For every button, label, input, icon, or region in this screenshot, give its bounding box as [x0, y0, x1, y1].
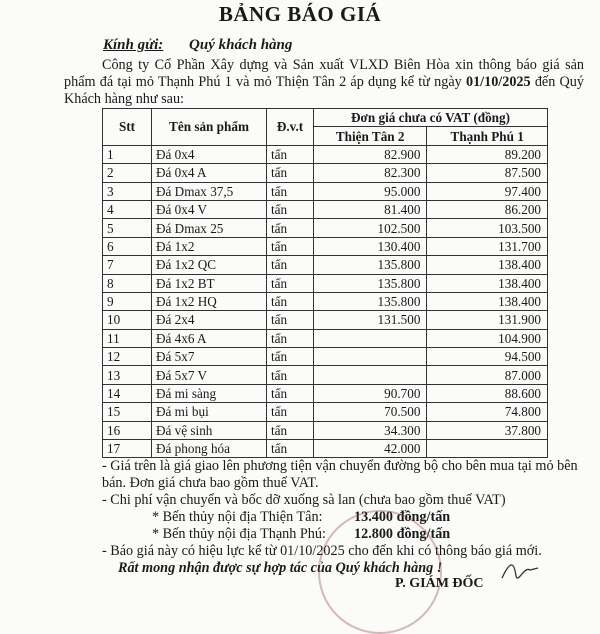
shipping-value-thien-tan: 13.400 đồng/tấn: [354, 509, 451, 525]
intro-paragraph: [64, 57, 584, 108]
cell-unit: tấn: [267, 219, 314, 237]
cell-price-thanh-phu: 86.200: [427, 200, 548, 218]
cell-stt: 10: [103, 311, 152, 329]
company-stamp: [318, 510, 442, 634]
recipient-value: Quý khách hàng: [189, 37, 293, 53]
table-row: [103, 292, 548, 310]
recipient-label: Kính gửi:: [103, 37, 164, 53]
table-row: [103, 237, 548, 255]
cell-price-thanh-phu: 131.700: [427, 237, 548, 255]
cell-product-name: Đá 0x4 A: [152, 164, 267, 182]
cell-price-thanh-phu: 131.900: [427, 311, 548, 329]
cell-unit: tấn: [267, 274, 314, 292]
header-price-group: Đơn giá chưa có VAT (đồng): [314, 109, 548, 127]
cell-stt: 6: [103, 237, 152, 255]
header-thanh-phu: Thạnh Phú 1: [427, 127, 548, 145]
cell-price-thien-tan: 42.000: [314, 440, 427, 458]
note-validity: - Báo giá này có hiệu lực kể từ 01/10/2025 cho đến khi có thông báo giá mới.: [102, 543, 542, 559]
header-product-name: Tên sản phẩm: [152, 109, 267, 146]
effective-date: 01/10/2025: [465, 74, 531, 90]
cell-stt: 15: [103, 403, 152, 421]
cell-product-name: Đá Dmax 37,5: [152, 182, 267, 200]
cell-price-thien-tan: 135.800: [314, 274, 427, 292]
cell-price-thanh-phu: 138.400: [427, 256, 548, 274]
shipping-line-thien-tan: [64, 509, 584, 526]
cell-unit: tấn: [267, 440, 314, 458]
cell-stt: 16: [103, 421, 152, 439]
cell-product-name: Đá vệ sinh: [152, 421, 267, 439]
cell-product-name: Đá 5x7 V: [152, 366, 267, 384]
cell-price-thien-tan: [314, 329, 427, 347]
cell-price-thien-tan: 135.800: [314, 256, 427, 274]
table-row: [103, 311, 548, 329]
cell-product-name: Đá 2x4: [152, 311, 267, 329]
cell-unit: tấn: [267, 403, 314, 421]
cell-price-thien-tan: 34.300: [314, 421, 427, 439]
cell-stt: 14: [103, 384, 152, 402]
cell-price-thanh-phu: 138.400: [427, 292, 548, 310]
cell-stt: 11: [103, 329, 152, 347]
cell-unit: tấn: [267, 200, 314, 218]
table-row: [103, 348, 548, 366]
cell-product-name: Đá 1x2 HQ: [152, 292, 267, 310]
table-row: [103, 256, 548, 274]
cell-price-thien-tan: [314, 366, 427, 384]
cell-price-thien-tan: 102.500: [314, 219, 427, 237]
table-row: [103, 274, 548, 292]
cell-unit: tấn: [267, 292, 314, 310]
intro-tail: đến Quý Khách hàng như sau:: [64, 74, 584, 107]
cell-price-thien-tan: 95.000: [314, 182, 427, 200]
table-row: [103, 366, 548, 384]
cell-product-name: Đá phong hóa: [152, 440, 267, 458]
shipping-line-thanh-phu: [64, 526, 584, 543]
cell-unit: tấn: [267, 256, 314, 274]
cell-product-name: Đá 1x2 BT: [152, 274, 267, 292]
price-table: [102, 108, 548, 458]
table-row: [103, 329, 548, 347]
cell-product-name: Đá 4x6 A: [152, 329, 267, 347]
recipient-line: [103, 37, 292, 54]
cell-unit: tấn: [267, 421, 314, 439]
cell-price-thien-tan: 82.900: [314, 145, 427, 163]
note-shipping-cost: - Chi phí vận chuyển và bốc dỡ xuống sà lan (chưa bao gồm thuế VAT): [102, 492, 506, 508]
table-row: [103, 164, 548, 182]
shipping-label-thien-tan: * Bến thủy nội địa Thiện Tân:: [152, 509, 323, 525]
cell-product-name: Đá 5x7: [152, 348, 267, 366]
cell-price-thanh-phu: 94.500: [427, 348, 548, 366]
table-row: [103, 421, 548, 439]
cell-stt: 12: [103, 348, 152, 366]
cell-product-name: Đá 0x4: [152, 145, 267, 163]
cell-stt: 17: [103, 440, 152, 458]
cell-price-thien-tan: 70.500: [314, 403, 427, 421]
intro-text: Công ty Cổ Phần Xây dựng và Sản xuất VLXD Biên Hòa xin thông báo giá sản phẩm đá tại mỏ Thạnh Phú 1 và mỏ Thiện Tân 2 áp dụng kể từ ngày: [64, 57, 584, 90]
cell-unit: tấn: [267, 329, 314, 347]
table-row: [103, 200, 548, 218]
cell-price-thien-tan: 82.300: [314, 164, 427, 182]
note-delivery: - Giá trên là giá giao lên phương tiện vận chuyển đường bộ cho bên mua tại mỏ bên bán. Đơn giá chưa bao gồm thuế VAT.: [102, 458, 578, 491]
shipping-value-thanh-phu: 12.800 đồng/tấn: [354, 526, 451, 542]
cell-unit: tấn: [267, 145, 314, 163]
table-row: [103, 440, 548, 458]
price-table-body: [103, 145, 548, 458]
cell-stt: 1: [103, 145, 152, 163]
cell-stt: 8: [103, 274, 152, 292]
cell-unit: tấn: [267, 384, 314, 402]
cell-price-thanh-phu: 103.500: [427, 219, 548, 237]
table-row: [103, 384, 548, 402]
cell-price-thien-tan: 90.700: [314, 384, 427, 402]
cell-price-thanh-phu: 87.500: [427, 164, 548, 182]
cell-stt: 9: [103, 292, 152, 310]
cell-price-thanh-phu: 87.000: [427, 366, 548, 384]
cell-unit: tấn: [267, 164, 314, 182]
signature-title: P. GIÁM ĐỐC: [395, 576, 484, 591]
cell-product-name: Đá Dmax 25: [152, 219, 267, 237]
cell-price-thien-tan: [314, 348, 427, 366]
cell-price-thien-tan: 81.400: [314, 200, 427, 218]
cell-price-thien-tan: 130.400: [314, 237, 427, 255]
header-thien-tan: Thiện Tân 2: [314, 127, 427, 145]
signature-scribble: [500, 556, 540, 586]
cell-price-thanh-phu: 97.400: [427, 182, 548, 200]
cell-stt: 13: [103, 366, 152, 384]
cell-stt: 3: [103, 182, 152, 200]
cell-stt: 7: [103, 256, 152, 274]
cell-price-thanh-phu: 37.800: [427, 421, 548, 439]
cell-price-thanh-phu: 138.400: [427, 274, 548, 292]
cell-product-name: Đá mi bụi: [152, 403, 267, 421]
cell-product-name: Đá 1x2 QC: [152, 256, 267, 274]
cell-unit: tấn: [267, 311, 314, 329]
table-row: [103, 219, 548, 237]
cell-unit: tấn: [267, 366, 314, 384]
cell-price-thanh-phu: 74.800: [427, 403, 548, 421]
table-row: [103, 145, 548, 163]
cell-product-name: Đá 0x4 V: [152, 200, 267, 218]
cell-price-thanh-phu: 89.200: [427, 145, 548, 163]
cell-stt: 4: [103, 200, 152, 218]
cell-stt: 5: [103, 219, 152, 237]
cell-product-name: Đá 1x2: [152, 237, 267, 255]
cell-stt: 2: [103, 164, 152, 182]
document-title: BẢNG BÁO GIÁ: [218, 2, 382, 26]
cell-price-thien-tan: 135.800: [314, 292, 427, 310]
cell-unit: tấn: [267, 348, 314, 366]
cell-product-name: Đá mi sàng: [152, 384, 267, 402]
cell-price-thanh-phu: 88.600: [427, 384, 548, 402]
closing-line: Rất mong nhận được sự hợp tác của Quý khách hàng !: [118, 560, 443, 576]
cell-price-thien-tan: 131.500: [314, 311, 427, 329]
shipping-label-thanh-phu: * Bến thủy nội địa Thạnh Phú:: [152, 526, 326, 542]
cell-price-thanh-phu: [427, 440, 548, 458]
cell-unit: tấn: [267, 182, 314, 200]
cell-unit: tấn: [267, 237, 314, 255]
table-row: [103, 182, 548, 200]
header-stt: Stt: [103, 109, 152, 146]
cell-price-thanh-phu: 104.900: [427, 329, 548, 347]
header-unit: Đ.v.t: [267, 109, 314, 146]
table-row: [103, 403, 548, 421]
